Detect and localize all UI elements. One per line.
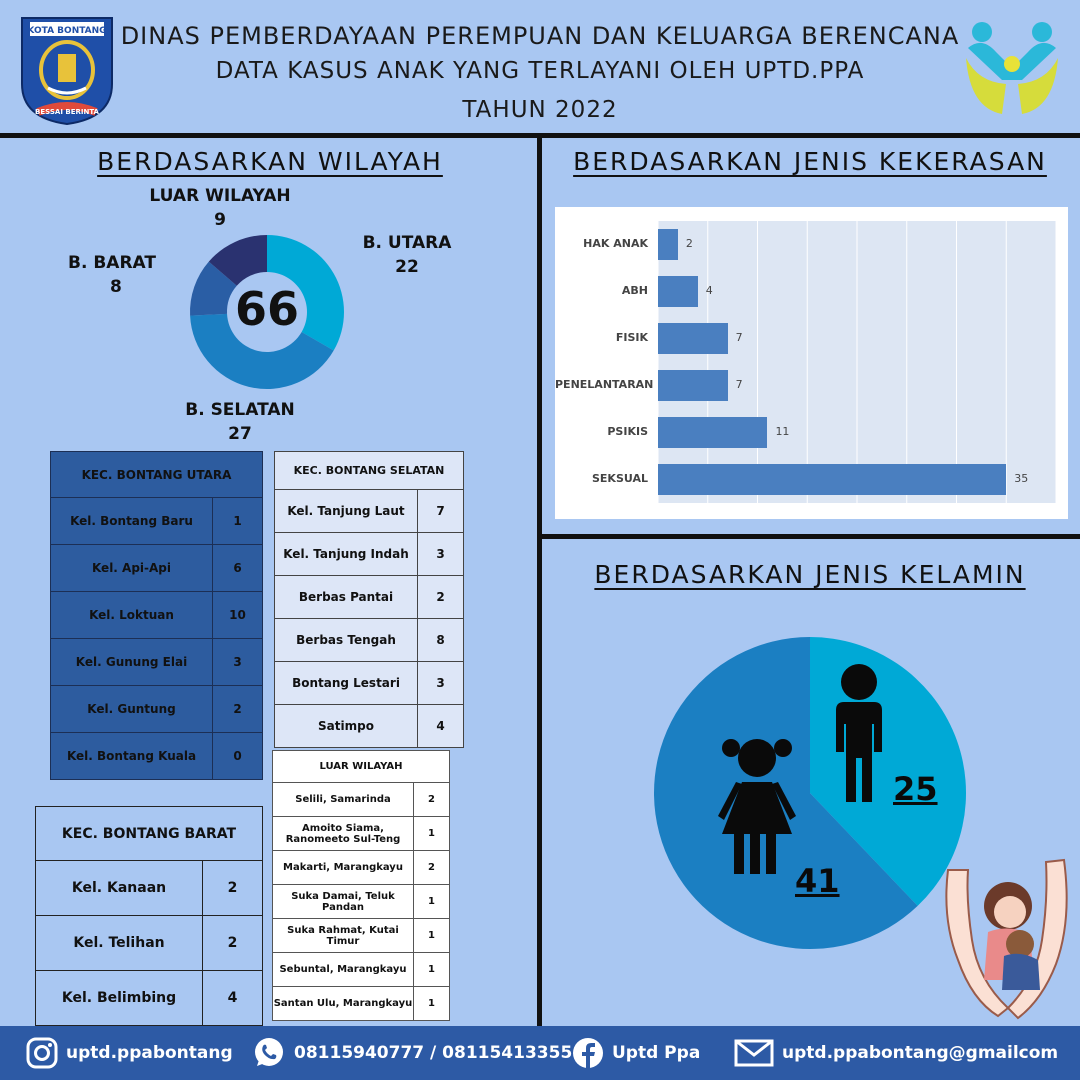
- girl-value: 41: [795, 862, 840, 900]
- table-row: [51, 686, 263, 733]
- label-luar-wilayah-name: LUAR WILAYAH: [149, 186, 291, 206]
- table-row: [273, 817, 450, 851]
- cell-count: 7: [418, 490, 464, 533]
- table-row: [275, 576, 464, 619]
- cell-location: Santan Ulu, Marangkayu: [273, 987, 414, 1021]
- table-row: [275, 662, 464, 705]
- label-b-barat-value: 8: [110, 277, 122, 297]
- table-header: KEC. BONTANG UTARA: [51, 452, 263, 498]
- facebook-icon: [572, 1037, 604, 1069]
- header-line-3: TAHUN 2022: [462, 97, 618, 123]
- cell-count: 3: [418, 533, 464, 576]
- cell-location: Kel. Api-Api: [51, 545, 213, 592]
- bar-penelantaran: [658, 370, 728, 401]
- kekerasan-title: BERDASARKAN JENIS KEKERASAN: [573, 147, 1047, 176]
- cell-count: 8: [418, 619, 464, 662]
- footer-email[interactable]: [734, 1026, 1058, 1080]
- cell-location: Berbas Pantai: [275, 576, 418, 619]
- facebook-name: Uptd Ppa: [612, 1043, 701, 1063]
- cell-location: Bontang Lestari: [275, 662, 418, 705]
- girl-icon: [714, 736, 800, 876]
- footer-phone[interactable]: [252, 1026, 572, 1080]
- cell-count: 2: [414, 851, 450, 885]
- cell-location: Satimpo: [275, 705, 418, 748]
- bar-value-abh: 4: [705, 283, 713, 297]
- label-b-barat: [68, 251, 168, 299]
- bar-value-psikis: 11: [775, 424, 790, 438]
- cell-location: Sebuntal, Marangkayu: [273, 953, 414, 987]
- table-row: [273, 885, 450, 919]
- table-row: [36, 861, 263, 916]
- table-row: [36, 916, 263, 971]
- cell-location: Berbas Tengah: [275, 619, 418, 662]
- table-row: [275, 619, 464, 662]
- label-b-selatan: [170, 398, 310, 446]
- bar-value-hak-anak: 2: [685, 236, 693, 250]
- bar-label-fisik: FISIK: [615, 330, 648, 344]
- cell-count: 1: [414, 817, 450, 851]
- table-row: [273, 987, 450, 1021]
- table-header: KEC. BONTANG BARAT: [36, 807, 263, 861]
- footer: [0, 1026, 1080, 1080]
- cell-count: 1: [414, 953, 450, 987]
- bar-hak-anak: [658, 229, 678, 260]
- ppa-logo: [962, 18, 1062, 118]
- bar-fisik: [658, 323, 728, 354]
- cell-count: 2: [414, 783, 450, 817]
- label-b-selatan-name: B. SELATAN: [185, 400, 295, 420]
- cell-location: Kel. Gunung Elai: [51, 639, 213, 686]
- cell-count: 2: [203, 861, 263, 916]
- cell-count: 2: [418, 576, 464, 619]
- table-row: [36, 971, 263, 1026]
- table-row: [273, 953, 450, 987]
- bar-psikis: [658, 417, 767, 448]
- bar-label-seksual: SEKSUAL: [592, 471, 648, 485]
- cell-count: 1: [414, 987, 450, 1021]
- logo-text-bottom: BESSAI BERINTA: [35, 108, 99, 116]
- grid-lines: [658, 221, 1056, 503]
- cell-location: Kel. Tanjung Laut: [275, 490, 418, 533]
- bar-label-abh: ABH: [621, 283, 648, 297]
- table-row: [273, 851, 450, 885]
- kekerasan-bar-chart: [555, 207, 1068, 519]
- bar-label-psikis: PSIKIS: [607, 424, 648, 438]
- cell-location: Kel. Kanaan: [36, 861, 203, 916]
- footer-instagram[interactable]: [26, 1026, 233, 1080]
- cell-location: Kel. Tanjung Indah: [275, 533, 418, 576]
- cell-location: Kel. Bontang Baru: [51, 498, 213, 545]
- cell-count: 10: [213, 592, 263, 639]
- cell-count: 2: [213, 686, 263, 733]
- label-b-utara-value: 22: [395, 257, 419, 277]
- table-header: KEC. BONTANG SELATAN: [275, 452, 464, 490]
- cell-location: Selili, Samarinda: [273, 783, 414, 817]
- divider-vertical: [537, 133, 542, 1026]
- table-row: [51, 733, 263, 780]
- cell-count: 4: [418, 705, 464, 748]
- table-row: [275, 490, 464, 533]
- cell-count: 1: [414, 885, 450, 919]
- label-luar-wilayah-value: 9: [214, 210, 226, 230]
- cell-count: 6: [213, 545, 263, 592]
- cell-location: Makarti, Marangkayu: [273, 851, 414, 885]
- email-icon: [734, 1039, 774, 1067]
- cell-location: Kel. Belimbing: [36, 971, 203, 1026]
- cell-location: Suka Rahmat, Kutai Timur: [273, 919, 414, 953]
- label-b-utara: [352, 231, 462, 279]
- table-row: [273, 919, 450, 953]
- table-header: LUAR WILAYAH: [273, 751, 450, 783]
- bar-label-penelantaran: PENELANTARAN: [555, 377, 654, 391]
- cell-count: 1: [414, 919, 450, 953]
- cell-location: Suka Damai, Teluk Pandan: [273, 885, 414, 919]
- cell-location: Kel. Loktuan: [51, 592, 213, 639]
- whatsapp-icon: [252, 1036, 286, 1070]
- label-b-selatan-value: 27: [228, 424, 252, 444]
- footer-facebook[interactable]: [572, 1026, 700, 1080]
- bar-seksual: [658, 464, 1006, 495]
- cell-count: 4: [203, 971, 263, 1026]
- table-row: [275, 533, 464, 576]
- cell-count: 1: [213, 498, 263, 545]
- cell-count: 0: [213, 733, 263, 780]
- bar-value-seksual: 35: [1014, 471, 1029, 485]
- email-address: uptd.ppabontang@gmailcom: [782, 1043, 1059, 1063]
- bar-label-hak-anak: HAK ANAK: [583, 236, 648, 250]
- protective-hands-illustration: [938, 840, 1074, 1024]
- label-luar-wilayah: [140, 184, 300, 232]
- table-row: [51, 592, 263, 639]
- label-b-utara-name: B. UTARA: [362, 233, 452, 253]
- logo-text-top: KOTA BONTANG: [27, 26, 107, 36]
- table-row: [51, 639, 263, 686]
- boy-icon: [826, 662, 892, 804]
- divider-right-mid: [537, 534, 1080, 539]
- bar-abh: [658, 276, 698, 307]
- instagram-icon: [26, 1037, 58, 1069]
- cell-location: Kel. Guntung: [51, 686, 213, 733]
- table-row: [273, 783, 450, 817]
- table-bontang-barat: [35, 806, 263, 1026]
- cell-count: 3: [418, 662, 464, 705]
- table-bontang-utara: [50, 451, 263, 780]
- header-line-1: DINAS PEMBERDAYAAN PEREMPUAN DAN KELUARGA BERENCANA: [120, 22, 960, 50]
- cell-location: Amoito Siama, Ranomeeto Sul-Teng: [273, 817, 414, 851]
- label-b-barat-name: B. BARAT: [68, 253, 156, 273]
- table-row: [51, 545, 263, 592]
- table-row: [275, 705, 464, 748]
- wilayah-total: 66: [234, 282, 299, 336]
- wilayah-title: BERDASARKAN WILAYAH: [97, 147, 443, 176]
- instagram-handle: uptd.ppabontang: [66, 1043, 233, 1063]
- header-line-2: DATA KASUS ANAK YANG TERLAYANI OLEH UPTD.PPA: [215, 58, 865, 84]
- bar-value-penelantaran: 7: [735, 377, 743, 391]
- cell-count: 3: [213, 639, 263, 686]
- kelamin-title: BERDASARKAN JENIS KELAMIN: [594, 560, 1026, 589]
- table-row: [51, 498, 263, 545]
- boy-value: 25: [893, 770, 938, 808]
- table-bontang-selatan: [274, 451, 464, 748]
- bar-value-fisik: 7: [735, 330, 743, 344]
- table-luar-wilayah: [272, 750, 450, 1021]
- cell-location: Kel. Bontang Kuala: [51, 733, 213, 780]
- cell-location: Kel. Telihan: [36, 916, 203, 971]
- phone-numbers: 08115940777 / 08115413355: [294, 1043, 573, 1063]
- cell-count: 2: [203, 916, 263, 971]
